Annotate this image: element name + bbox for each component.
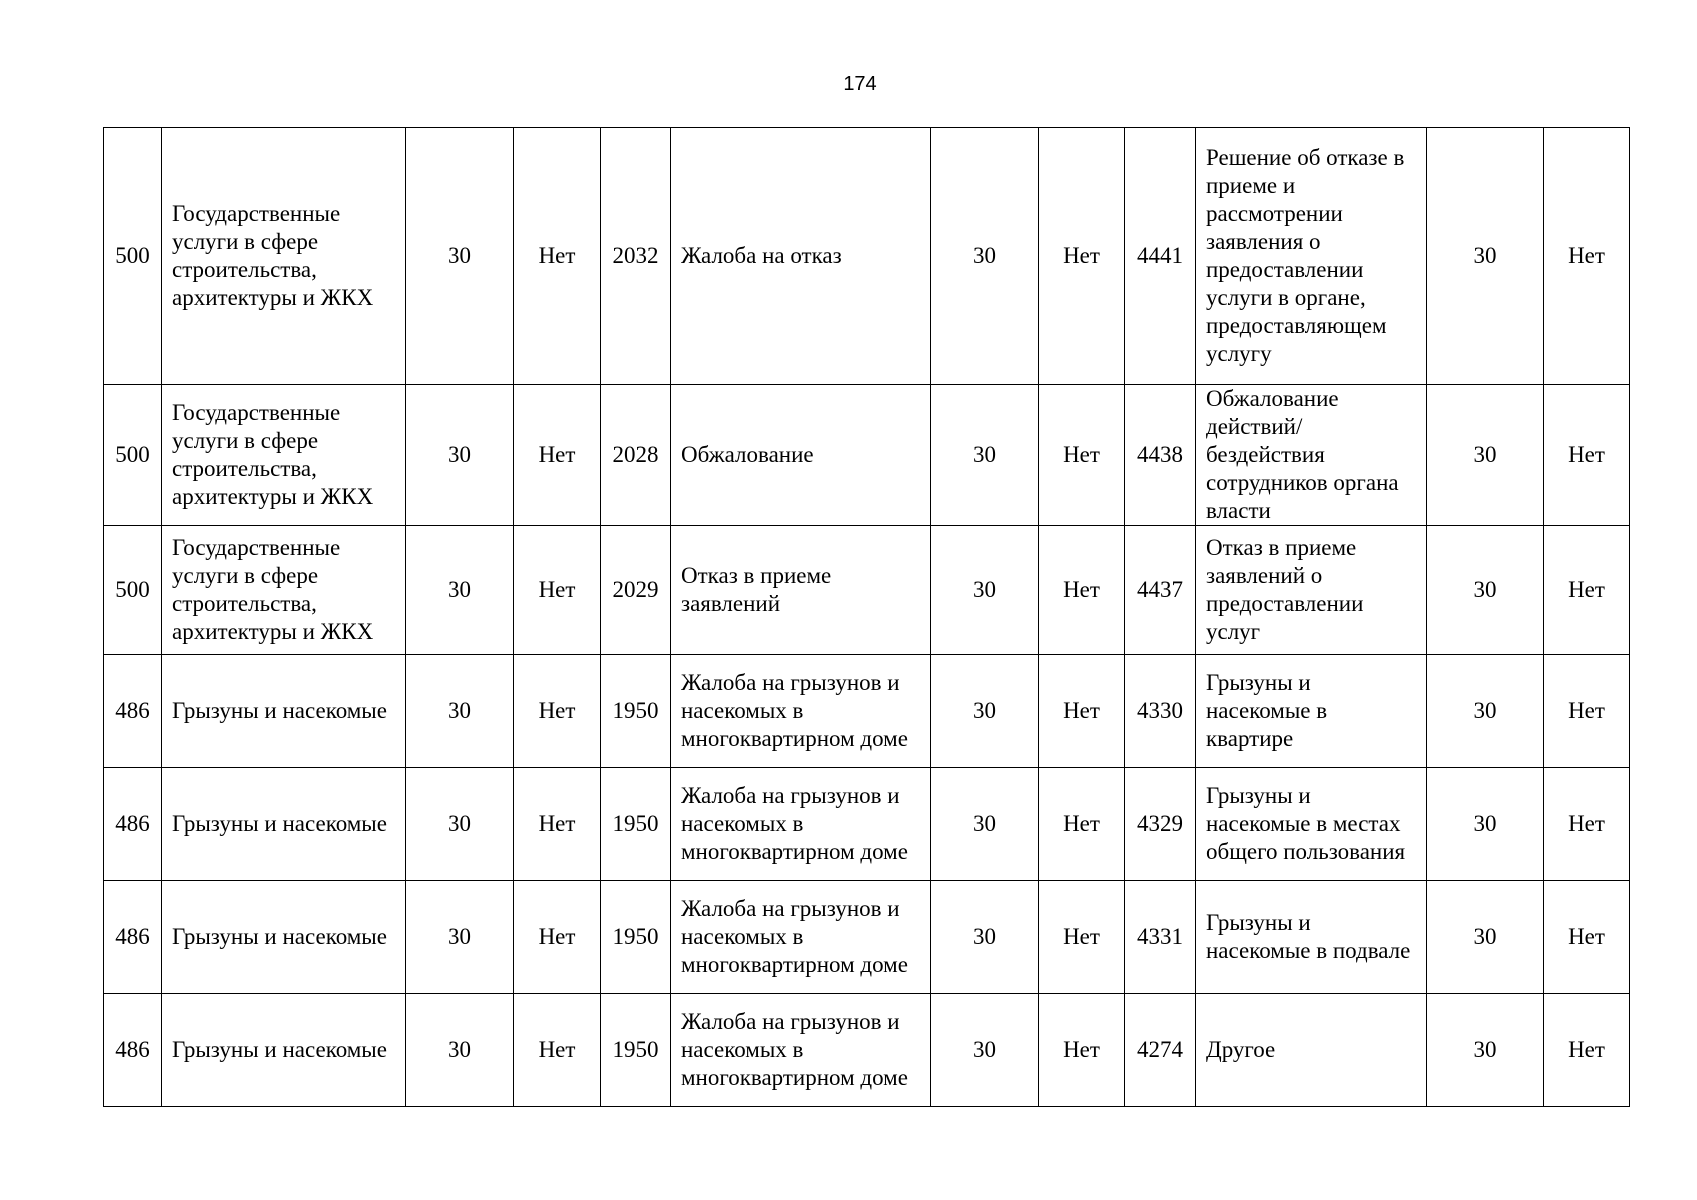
data-table — [103, 127, 1630, 1107]
subcategory-flag-cell: Нет — [1544, 128, 1630, 385]
category-name-cell: Жалоба на грызунов и насекомых в многоквартирном доме — [671, 881, 931, 994]
category-code-cell: 1950 — [601, 994, 671, 1107]
group-flag-cell: Нет — [514, 768, 601, 881]
group-days-cell: 30 — [406, 768, 514, 881]
group-code-cell: 486 — [104, 768, 162, 881]
group-name-cell: Государственные услуги в сфере строительства, архитектуры и ЖКХ — [162, 385, 406, 526]
category-flag-cell: Нет — [1039, 655, 1125, 768]
category-name-cell: Обжалование — [671, 385, 931, 526]
subcategory-flag-cell: Нет — [1544, 881, 1630, 994]
subcategory-days-cell: 30 — [1427, 385, 1544, 526]
subcategory-days-cell: 30 — [1427, 526, 1544, 655]
category-days-cell: 30 — [931, 881, 1039, 994]
subcategory-flag-cell: Нет — [1544, 526, 1630, 655]
subcategory-days-cell: 30 — [1427, 994, 1544, 1107]
subcategory-days-cell: 30 — [1427, 655, 1544, 768]
group-days-cell: 30 — [406, 881, 514, 994]
subcategory-name-cell: Обжалование действий/бездействия сотрудников органа власти — [1196, 385, 1427, 526]
table-row — [104, 768, 1630, 881]
group-flag-cell: Нет — [514, 128, 601, 385]
subcategory-flag-cell: Нет — [1544, 655, 1630, 768]
subcategory-name-cell: Грызуны и насекомые в квартире — [1196, 655, 1427, 768]
category-flag-cell: Нет — [1039, 526, 1125, 655]
category-days-cell: 30 — [931, 994, 1039, 1107]
category-flag-cell: Нет — [1039, 768, 1125, 881]
group-flag-cell: Нет — [514, 655, 601, 768]
subcategory-code-cell: 4331 — [1125, 881, 1196, 994]
group-code-cell: 500 — [104, 526, 162, 655]
subcategory-code-cell: 4438 — [1125, 385, 1196, 526]
group-code-cell: 500 — [104, 128, 162, 385]
table-row — [104, 881, 1630, 994]
category-flag-cell: Нет — [1039, 994, 1125, 1107]
subcategory-days-cell: 30 — [1427, 881, 1544, 994]
category-flag-cell: Нет — [1039, 128, 1125, 385]
category-code-cell: 1950 — [601, 881, 671, 994]
group-days-cell: 30 — [406, 655, 514, 768]
group-code-cell: 486 — [104, 655, 162, 768]
group-code-cell: 486 — [104, 994, 162, 1107]
subcategory-code-cell: 4274 — [1125, 994, 1196, 1107]
subcategory-code-cell: 4437 — [1125, 526, 1196, 655]
group-days-cell: 30 — [406, 128, 514, 385]
subcategory-flag-cell: Нет — [1544, 385, 1630, 526]
table-row — [104, 385, 1630, 526]
category-days-cell: 30 — [931, 385, 1039, 526]
category-days-cell: 30 — [931, 768, 1039, 881]
subcategory-name-cell: Решение об отказе в приеме и рассмотрении заявления о предоставлении услуги в органе, предоставляющем услугу — [1196, 128, 1427, 385]
group-code-cell: 500 — [104, 385, 162, 526]
category-days-cell: 30 — [931, 655, 1039, 768]
group-flag-cell: Нет — [514, 994, 601, 1107]
category-name-cell: Жалоба на грызунов и насекомых в многоквартирном доме — [671, 655, 931, 768]
subcategory-name-cell: Отказ в приеме заявлений о предоставлении услуг — [1196, 526, 1427, 655]
category-code-cell: 2028 — [601, 385, 671, 526]
subcategory-days-cell: 30 — [1427, 768, 1544, 881]
category-name-cell: Жалоба на отказ — [671, 128, 931, 385]
category-name-cell: Жалоба на грызунов и насекомых в многоквартирном доме — [671, 994, 931, 1107]
group-name-cell: Грызуны и насекомые — [162, 655, 406, 768]
category-name-cell: Жалоба на грызунов и насекомых в многоквартирном доме — [671, 768, 931, 881]
table-row — [104, 526, 1630, 655]
group-days-cell: 30 — [406, 526, 514, 655]
group-flag-cell: Нет — [514, 881, 601, 994]
category-code-cell: 2032 — [601, 128, 671, 385]
group-flag-cell: Нет — [514, 385, 601, 526]
subcategory-name-cell: Грызуны и насекомые в местах общего пользования — [1196, 768, 1427, 881]
group-name-cell: Грызуны и насекомые — [162, 881, 406, 994]
table-row — [104, 655, 1630, 768]
subcategory-flag-cell: Нет — [1544, 994, 1630, 1107]
subcategory-code-cell: 4329 — [1125, 768, 1196, 881]
group-flag-cell: Нет — [514, 526, 601, 655]
subcategory-name-cell: Другое — [1196, 994, 1427, 1107]
group-name-cell: Государственные услуги в сфере строительства, архитектуры и ЖКХ — [162, 526, 406, 655]
table-row — [104, 128, 1630, 385]
table-row — [104, 994, 1630, 1107]
subcategory-code-cell: 4330 — [1125, 655, 1196, 768]
category-code-cell: 1950 — [601, 768, 671, 881]
category-flag-cell: Нет — [1039, 385, 1125, 526]
table-body — [104, 128, 1630, 1107]
group-code-cell: 486 — [104, 881, 162, 994]
category-days-cell: 30 — [931, 526, 1039, 655]
subcategory-flag-cell: Нет — [1544, 768, 1630, 881]
category-flag-cell: Нет — [1039, 881, 1125, 994]
subcategory-code-cell: 4441 — [1125, 128, 1196, 385]
group-name-cell: Государственные услуги в сфере строительства, архитектуры и ЖКХ — [162, 128, 406, 385]
subcategory-days-cell: 30 — [1427, 128, 1544, 385]
category-code-cell: 2029 — [601, 526, 671, 655]
group-name-cell: Грызуны и насекомые — [162, 994, 406, 1107]
category-name-cell: Отказ в приеме заявлений — [671, 526, 931, 655]
group-name-cell: Грызуны и насекомые — [162, 768, 406, 881]
group-days-cell: 30 — [406, 385, 514, 526]
category-code-cell: 1950 — [601, 655, 671, 768]
page-number: 174 — [843, 73, 877, 95]
group-days-cell: 30 — [406, 994, 514, 1107]
category-days-cell: 30 — [931, 128, 1039, 385]
subcategory-name-cell: Грызуны и насекомые в подвале — [1196, 881, 1427, 994]
